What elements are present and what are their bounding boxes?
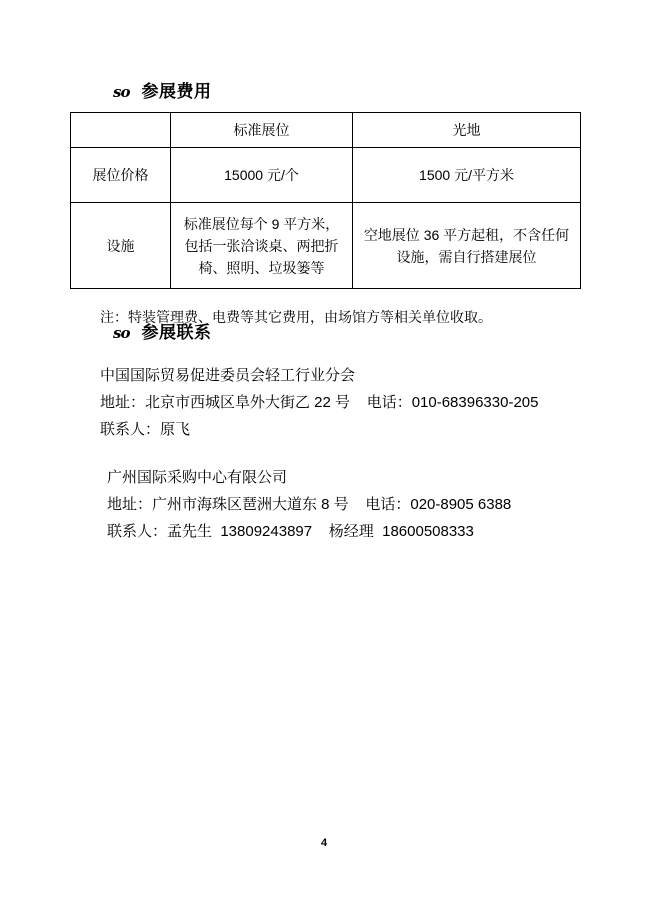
contact-block-beijing bbox=[100, 362, 538, 443]
price-standard-booth: 15000 元/个 bbox=[171, 148, 353, 203]
address-phone-line: 地址：北京市西城区阜外大街乙 22 号 电话：010-68396330-205 bbox=[100, 394, 539, 411]
facility-raw-space: 空地展位 36 平方起租，不含任何设施，需自行搭建展位 bbox=[353, 203, 581, 289]
address-phone-line: 地址：广州市海珠区琶洲大道东 8 号 电话：020-8905 6388 bbox=[107, 496, 512, 513]
fee-table bbox=[70, 112, 581, 289]
fee-table-price-row bbox=[71, 148, 581, 203]
fee-table-facility-row bbox=[71, 203, 581, 289]
fee-note: 注：特装管理费、电费等其它费用，由场馆方等相关单位收取。 bbox=[100, 309, 492, 325]
section-heading-contact bbox=[113, 322, 211, 344]
facility-row-label: 设施 bbox=[71, 203, 171, 289]
fee-table-corner-cell bbox=[71, 113, 171, 148]
price-row-label: 展位价格 bbox=[71, 148, 171, 203]
page-number: 4 bbox=[320, 837, 328, 849]
contact-block-guangzhou bbox=[107, 464, 511, 545]
company-name: 中国国际贸易促进委员会轻工行业分会 bbox=[100, 367, 356, 384]
fee-table-header-raw-space: 光地 bbox=[353, 113, 581, 148]
contact-person-line: 联系人：孟先生 13809243897 杨经理 18600508333 bbox=[107, 523, 474, 540]
price-raw-space: 1500 元/平方米 bbox=[353, 148, 581, 203]
list-bullet-icon: so bbox=[113, 83, 130, 101]
list-bullet-icon: so bbox=[113, 324, 130, 342]
contact-person-line: 联系人：原飞 bbox=[100, 421, 191, 438]
company-name: 广州国际采购中心有限公司 bbox=[107, 469, 288, 486]
section-title-fees: 参展费用 bbox=[141, 82, 212, 101]
fee-table-header-standard-booth: 标准展位 bbox=[171, 113, 353, 148]
facility-standard-booth: 标准展位每个 9 平方米，包括一张洽谈桌、两把折椅、照明、垃圾篓等 bbox=[171, 203, 353, 289]
section-title-contact: 参展联系 bbox=[141, 323, 212, 342]
section-heading-fees bbox=[113, 81, 211, 103]
fee-table-header-row bbox=[71, 113, 581, 148]
